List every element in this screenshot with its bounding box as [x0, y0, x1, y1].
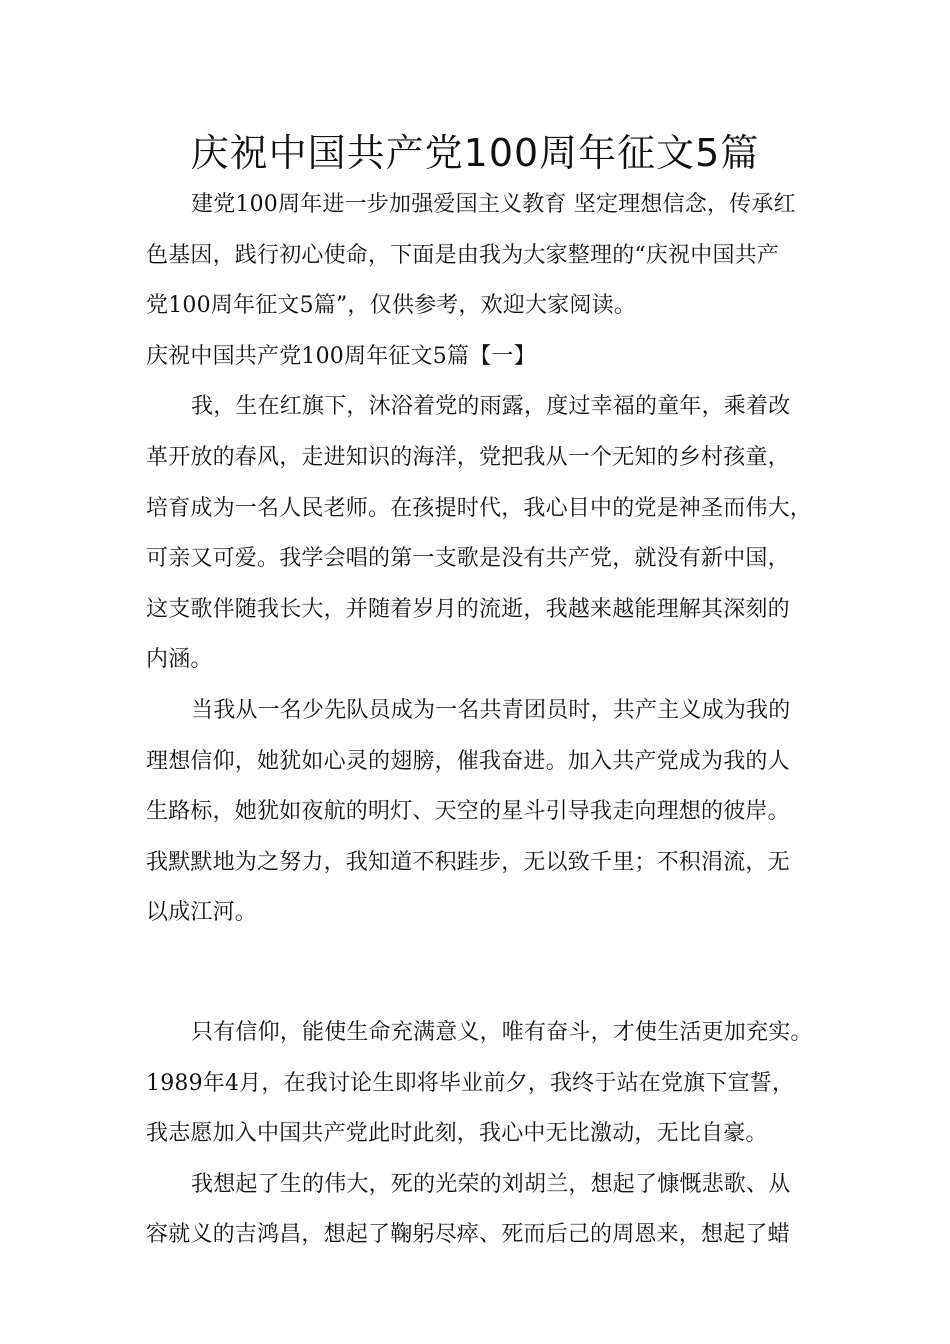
paragraph-1: [146, 382, 836, 686]
text-line: 我，生在红旗下，沐浴着党的雨露，度过幸福的童年，乘着改: [191, 394, 791, 420]
text-line: 这支歌伴随我长大，并随着岁月的流逝，我越来越能理解其深刻的: [146, 596, 790, 622]
text-line: 建党100周年进一步加强爱国主义教育 坚定理想信念，传承红: [191, 192, 796, 217]
paragraph-4: [146, 1160, 836, 1261]
text-line: 我想起了生的伟大，死的光荣的刘胡兰，想起了慷慨悲歌、从: [191, 1171, 791, 1197]
text-line: 我默默地为之努力，我知道不积跬步，无以致千里；不积涓流，无: [146, 849, 790, 875]
text-line: 生路标，她犹如夜航的明灯、天空的星斗引导我走向理想的彼岸。: [146, 799, 790, 825]
text-line: 我志愿加入中国共产党此时此刻，我心中无比激动，无比自豪。: [146, 1121, 768, 1147]
text-line: 1989年4月，在我讨论生即将毕业前夕，我终于站在党旗下宣誓，: [146, 1070, 795, 1096]
text-line: 培育成为一名人民老师。在孩提时代，我心目中的党是神圣而伟大，: [146, 495, 813, 521]
text-line: 内涵。: [146, 647, 213, 673]
paragraph-2: [146, 686, 836, 939]
text-line: 理想信仰，她犹如心灵的翅膀，催我奋进。加入共产党成为我的人: [146, 748, 790, 774]
text-line: 党100周年征文5篇”，仅供参考，欢迎大家阅读。: [146, 293, 637, 319]
document-body: [146, 180, 836, 1261]
text-line: 只有信仰，能使生命充满意义，唯有奋斗，才使生活更加充实。: [191, 1019, 813, 1045]
text-line: 以成江河。: [146, 900, 258, 926]
text-line: 容就义的吉鸿昌，想起了鞠躬尽瘁、死而后己的周恩来，想起了蜡: [146, 1222, 790, 1248]
intro-paragraph: [146, 180, 836, 332]
text-line: 革开放的春风，走进知识的海洋，党把我从一个无知的乡村孩童，: [146, 444, 790, 470]
document-title: 庆祝中国共产党100周年征文5篇: [190, 131, 760, 175]
paragraph-spacer: [146, 939, 836, 1008]
text-line: 当我从一名少先队员成为一名共青团员时，共产主义成为我的: [191, 697, 791, 723]
text-line: 可亲又可爱。我学会唱的第一支歌是没有共产党，就没有新中国，: [146, 546, 790, 572]
text-line: 色基因，践行初心使命，下面是由我为大家整理的“庆祝中国共产: [146, 242, 780, 268]
section-heading: 庆祝中国共产党100周年征文5篇【一】: [146, 343, 536, 369]
paragraph-3: [146, 1008, 836, 1160]
